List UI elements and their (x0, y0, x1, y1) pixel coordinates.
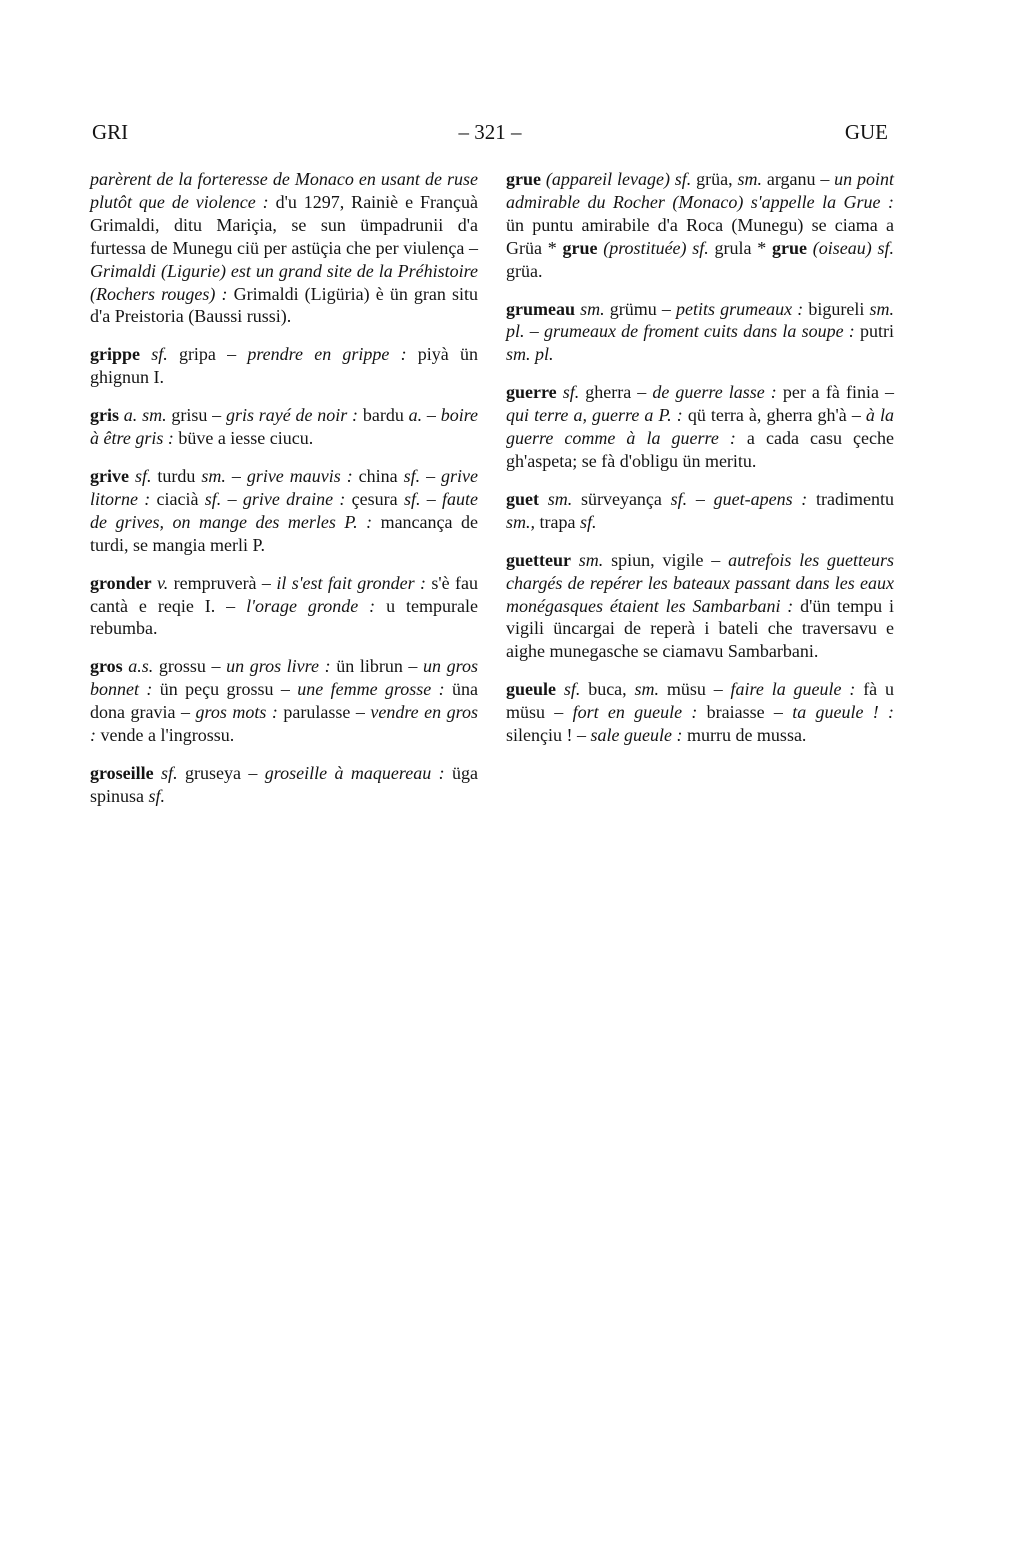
entry-italic-text: un point admirable du Rocher (Monaco) s'appelle la Grue : (506, 169, 895, 212)
entry-italic-text: boire à être gris : (90, 405, 479, 449)
entry-text: grossu – (153, 656, 227, 677)
entry-italic-text: (appareil levage) sf. (541, 169, 692, 189)
entry-italic-text: groseille à maquereau : (264, 762, 445, 783)
entry-italic-text: il s'est fait gronder : (276, 572, 427, 593)
entry-italic-text: grive mauvis : (246, 465, 353, 486)
entry-italic-text: sf. (140, 344, 168, 365)
entry-italic-text: sm. (737, 169, 762, 189)
entry-text: gruseya – (177, 762, 265, 783)
entry-text: arganu – (762, 169, 835, 189)
entry-italic-text: a. (408, 405, 423, 426)
entry-italic-text: sm., (506, 511, 536, 532)
entry-text: bigureli (803, 298, 870, 319)
entry-headword: guerre (506, 382, 557, 403)
dictionary-entry (506, 298, 894, 367)
entry-text: ün puntu amirabile d'a Roca (Munegu) se ciama a Grüa * (506, 214, 894, 258)
dictionary-entry (90, 655, 478, 747)
entry-text: mancança de turdi, se mangia merli P. (90, 511, 479, 555)
entry-text: rempruverà – (168, 572, 277, 593)
entry-text: ciacià (150, 488, 205, 509)
entry-italic-text: sf. (153, 762, 178, 783)
entry-headword: guet (506, 488, 539, 509)
header-right-guideword: GUE (844, 120, 888, 144)
entry-italic-text: sm. (539, 488, 573, 509)
entry-text: murru de mussa. (682, 725, 807, 746)
dictionary-entry (90, 404, 478, 450)
entry-italic-text: un gros bonnet : (90, 656, 478, 700)
entry-text: vende a l'ingrossu. (96, 725, 235, 746)
entry-text: putri (854, 321, 894, 342)
entry-text: – (422, 405, 441, 426)
entry-italic-text: fort en gueule : (572, 702, 698, 723)
entry-text: braiasse – (697, 702, 793, 723)
entry-headword: grumeau (506, 298, 575, 319)
entry-headword: groseille (90, 762, 154, 783)
left-column (90, 168, 478, 823)
entry-italic-text: grive litorne : (90, 465, 479, 509)
entry-italic-text: sf. (580, 511, 597, 532)
entry-italic-text: sf. (670, 488, 688, 509)
entry-italic-text: sale gueule : (590, 725, 683, 746)
entry-text: – (221, 488, 243, 509)
entry-headword: grue (772, 237, 808, 258)
entry-text: buca, (580, 679, 635, 700)
entry-italic-text: qui terre a, guerre a P. : (506, 405, 683, 426)
entry-italic-text: petits grumeaux : (676, 298, 804, 319)
entry-headword: guetteur (506, 549, 571, 570)
entry-headword: gris (90, 405, 119, 426)
entry-headword: grue (562, 237, 598, 258)
entry-text: grüa, (691, 169, 738, 189)
entry-italic-text: prendre en grippe : (247, 344, 407, 365)
dictionary-entry (90, 343, 478, 389)
entry-text: – (225, 465, 247, 486)
entry-italic-text: sm. (634, 679, 660, 700)
entry-text: grüa. (506, 260, 543, 281)
entry-italic-text: vendre en gros : (90, 702, 478, 746)
entry-text: piyà ün ghignun I. (90, 344, 478, 388)
page-number: – 321 – (458, 120, 522, 144)
entry-italic-text: l'orage gronde : (246, 595, 376, 616)
dictionary-entry (506, 168, 894, 283)
entry-italic-text: grive draine : (242, 488, 346, 509)
entry-italic-text: (prostituée) sf. (597, 237, 709, 258)
entry-italic-text: sm. (201, 465, 226, 486)
entry-italic-text: (oiseau) sf. (807, 237, 894, 258)
dictionary-entry (90, 762, 478, 808)
entry-text: china (352, 465, 404, 486)
entry-text: grümu – (604, 298, 677, 319)
entry-italic-text: sm. pl. (506, 344, 554, 365)
entry-italic-text: gros mots : (195, 702, 278, 723)
dictionary-entry (506, 549, 894, 664)
entry-italic-text: gris rayé de noir : (225, 405, 359, 426)
entry-headword: grue (506, 169, 541, 189)
entry-text: – (420, 465, 442, 486)
dictionary-entry (90, 572, 478, 641)
dictionary-entry (90, 465, 478, 557)
entry-text: sürveyança (572, 488, 671, 509)
entry-italic-text: sf. (148, 785, 166, 806)
entry-text: – (524, 321, 544, 342)
entry-italic-text: de guerre lasse : (652, 382, 777, 403)
entry-text: u tempurale rebumba. (90, 595, 478, 639)
entry-text: tradimentu (807, 488, 894, 509)
entry-italic-text: faire la gueule : (730, 679, 856, 700)
entry-italic-text: guet-apens : (713, 488, 808, 509)
header-left-guideword: GRI (92, 120, 129, 144)
entry-italic-text: sm. (575, 298, 605, 319)
entry-text: s'è fau cantà e reqie I. – (90, 572, 478, 616)
entry-text: üna dona gravia – (90, 679, 479, 723)
entry-text: gripa – (167, 344, 248, 365)
entry-italic-text: sf. (204, 488, 222, 509)
entry-italic-text: un gros livre : (226, 656, 331, 677)
dictionary-entry (506, 488, 894, 534)
entry-italic-text: sm. (570, 549, 604, 570)
entry-text: silençiu ! – (506, 725, 591, 746)
entry-italic-text: sf. (403, 488, 421, 509)
entry-text: ün peçu grossu – (152, 679, 298, 700)
page-header (92, 120, 888, 152)
entry-italic-text: a. sm. (119, 405, 167, 426)
entry-italic-text: Grimaldi (Ligurie) est un grand site de la Préhistoire (Rochers rouges) : (90, 260, 478, 304)
entry-text: büve a iesse ciucu. (173, 428, 314, 449)
entry-italic-text: ta gueule ! : (792, 702, 894, 723)
entry-italic-text: sf. (403, 465, 421, 486)
entry-italic-text: faute de grives, on mange des merles P. : (90, 488, 479, 532)
entry-italic-text: sf. (556, 679, 581, 700)
entry-text: parulasse – (277, 702, 371, 723)
entry-text: d'ün tempu i vigili üncargai de reperà i bateli che traversavu e aighe munegasche se ciamavu Sambarbani. (506, 595, 894, 662)
entry-italic-text: autrefois les guetteurs chargés de repérer les bateaux passant dans les eaux monégasques étaient les Sambarbani : (506, 549, 895, 616)
entry-italic-text: sf. (128, 465, 152, 486)
entry-text: çesura (345, 488, 404, 509)
entry-text: a cada casu çeche gh'aspeta; se fà d'obligu ün meritu. (506, 428, 894, 471)
entry-headword: grive (90, 465, 129, 486)
entry-text: gherra – (579, 382, 653, 403)
entry-italic-text: sf. (556, 382, 580, 403)
dictionary-entry (506, 381, 894, 473)
entry-italic-text: sm. pl. (506, 298, 894, 342)
entry-text: – (420, 488, 443, 509)
entry-text: spiun, vigile – (603, 549, 729, 570)
right-column (506, 168, 894, 762)
entry-text: per a fà finia – (776, 382, 894, 403)
entry-text: fà u müsu – (506, 679, 895, 723)
entry-text: turdu (151, 465, 202, 486)
entry-headword: gueule (506, 679, 557, 700)
entry-text: ün librun – (330, 656, 424, 677)
entry-text: qü terra à, gherra gh'à – (682, 405, 866, 426)
entry-headword: gros (90, 656, 123, 677)
dictionary-entry (90, 168, 478, 328)
entry-italic-text: grumeaux de froment cuits dans la soupe : (543, 321, 855, 342)
entry-headword: gronder (90, 572, 152, 593)
entry-text: – (687, 488, 714, 509)
entry-text: grisu – (166, 405, 226, 426)
entry-text: üga spinusa (90, 762, 478, 806)
entry-text: müsu – (659, 679, 731, 700)
entry-text: Grimaldi (Ligüria) è ün gran situ d'a Preistoria (Baussi russi). (90, 283, 479, 327)
entry-italic-text: v. (151, 572, 169, 593)
entry-text: grula * (708, 237, 773, 258)
dictionary-entry (506, 678, 894, 747)
entry-text: d'u 1297, Rainiè e Françuà Grimaldi, ditu Mariçia, se sun ümpadrunii d'a furtessa de Munegu ciü per astüçia che per viulença – (90, 191, 478, 258)
entry-italic-text: à la guerre comme à la guerre : (506, 405, 894, 449)
entry-italic-text: une femme grosse : (297, 679, 445, 700)
entry-italic-text: a.s. (122, 656, 154, 677)
entry-italic-text: parèrent de la forteresse de Monaco en usant de ruse plutôt que de violence : (90, 169, 478, 212)
entry-text: trapa (535, 511, 580, 532)
entry-headword: grippe (90, 344, 141, 365)
entry-text: bardu (358, 405, 409, 426)
